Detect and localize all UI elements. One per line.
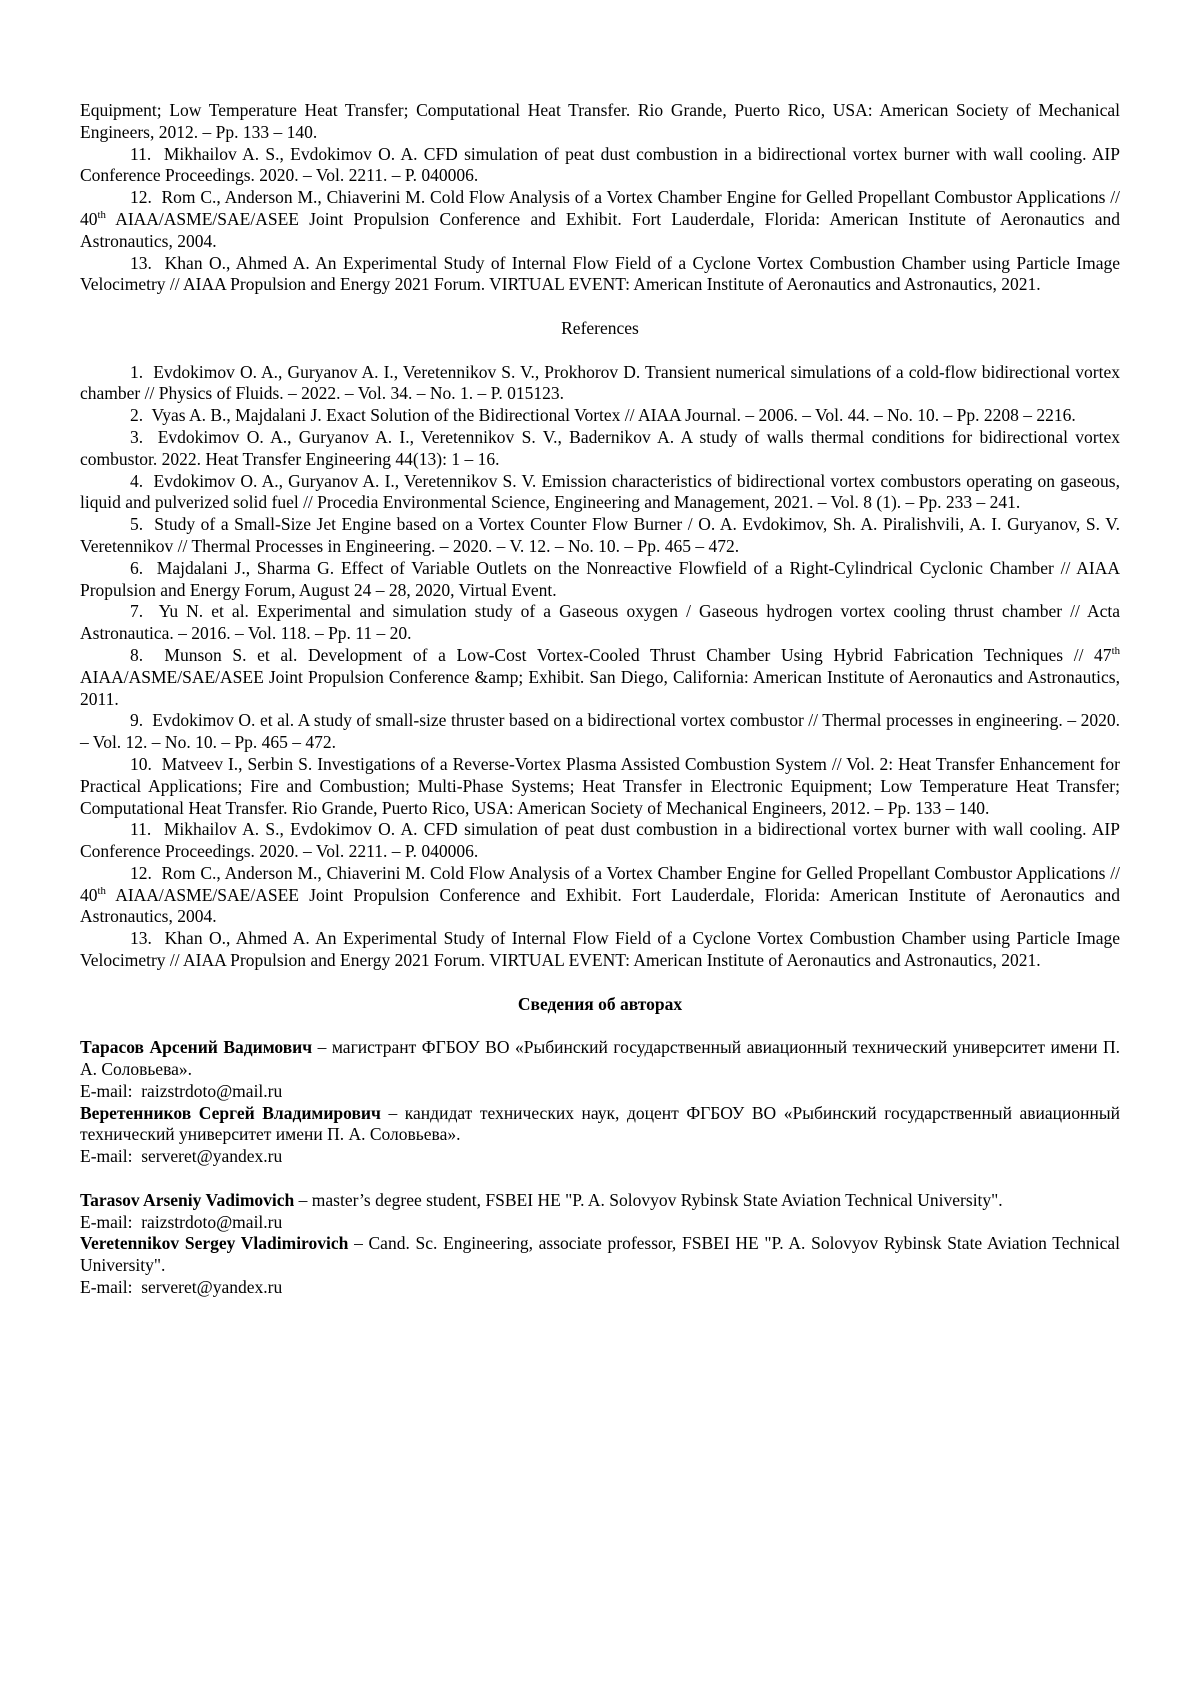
reference-item-12: 12. Rom C., Anderson M., Chiaverini M. Cold Flow Analysis of a Vortex Chamber Engine for Gelled Propellant Combustor Applications // 40th AIAA/ASME/SAE/ASEE Joint Propulsion Conference and Exhibit. Fort Lauderdale, Florida: American Institute of Aeronautics and Astronautics, 2004. bbox=[80, 862, 1120, 927]
author-info-en-tarasov: Tarasov Arseniy Vadimovich – master’s degree student, FSBEI HE "P. A. Solovyov Rybinsk State Aviation Technical University". bbox=[80, 1189, 1003, 1210]
author-email-en-tarasov: E-mail: raizstrdoto@mail.ru bbox=[80, 1211, 283, 1232]
reference-item-11-top: 11. Mikhailov A. S., Evdokimov O. A. CFD simulation of peat dust combustion in a bidirectional vortex burner with wall cooling. AIP Conference Proceedings. 2020. – Vol. 2211. – P. 040006. bbox=[80, 143, 1120, 186]
author-email-ru-veretennikov: E-mail: serveret@yandex.ru bbox=[80, 1146, 283, 1167]
author-info-ru-tarasov: Тарасов Арсений Вадимович – магистрант ФГБОУ ВО «Рыбинский государственный авиационный технический университет имени П. А. Соловьева». bbox=[80, 1037, 1120, 1080]
references-continuation-section bbox=[80, 100, 1120, 296]
authors-info-ru-section bbox=[80, 1037, 1120, 1168]
references-section bbox=[80, 362, 1120, 972]
ordinal-superscript: th bbox=[1111, 645, 1120, 658]
reference-item-13-top: 13. Khan O., Ahmed A. An Experimental Study of Internal Flow Field of a Cyclone Vortex Combustion Chamber using Particle Image Velocimetry // AIAA Propulsion and Energy 2021 Forum. VIRTUAL EVENT: American Institute of Aeronautics and Astronautics, 2021. bbox=[80, 252, 1120, 295]
reference-item-7: 7. Yu N. et al. Experimental and simulation study of a Gaseous oxygen / Gaseous hydrogen vortex cooling thrust chamber // Acta Astronautica. – 2016. – Vol. 118. – Pp. 11 – 20. bbox=[80, 601, 1120, 644]
author-name: Веретенников Сергей Владимирович bbox=[80, 1102, 381, 1123]
author-email-en-veretennikov: E-mail: serveret@yandex.ru bbox=[80, 1277, 283, 1298]
ordinal-superscript: th bbox=[97, 884, 106, 897]
reference-item-11: 11. Mikhailov A. S., Evdokimov O. A. CFD simulation of peat dust combustion in a bidirectional vortex burner with wall cooling. AIP Conference Proceedings. 2020. – Vol. 2211. – P. 040006. bbox=[80, 819, 1120, 862]
reference-item-5: 5. Study of a Small-Size Jet Engine based on a Vortex Counter Flow Burner / O. A. Evdokimov, Sh. A. Piralishvili, A. I. Guryanov, S. V. Veretennikov // Thermal Processes in Engineering. – 2020. – V. 12. – No. 10. – Pp. 465 – 472. bbox=[80, 514, 1120, 556]
ordinal-superscript: th bbox=[97, 209, 106, 222]
reference-item-8: 8. Munson S. et al. Development of a Low-Cost Vortex-Cooled Thrust Chamber Using Hybrid Fabrication Techniques // 47th AIAA/ASME/SAE/ASEE Joint Propulsion Conference &amp; Exhibit. San Diego, California: American Institute of Aeronautics and Astronautics, 2011. bbox=[80, 644, 1120, 709]
reference-item-2: 2. Vyas A. B., Majdalani J. Exact Solution of the Bidirectional Vortex // AIAA Journal. – 2006. – Vol. 44. – No. 10. – Pp. 2208 – 2216. bbox=[130, 405, 1076, 426]
reference-item-10: 10. Matveev I., Serbin S. Investigations of a Reverse-Vortex Plasma Assisted Combustion System // Vol. 2: Heat Transfer Enhancement for Practical Applications; Fire and Combustion; Multi-Phase Systems; Heat Transfer in Electronic Equipment; Low Temperature Heat Transfer; Computational Heat Transfer. Rio Grande, Puerto Rico, USA: American Society of Mechanical Engineers, 2012. – Pp. 133 – 140. bbox=[80, 753, 1120, 818]
author-email-ru-tarasov: E-mail: raizstrdoto@mail.ru bbox=[80, 1080, 283, 1101]
references-heading: References bbox=[561, 317, 639, 338]
reference-continuation-text: Equipment; Low Temperature Heat Transfer; Computational Heat Transfer. Rio Grande, Puerto Rico, USA: American Society of Mechanical Engineers, 2012. – Pp. 133 – 140. bbox=[80, 100, 1120, 142]
reference-item-1: 1. Evdokimov O. A., Guryanov A. I., Veretennikov S. V., Prokhorov D. Transient numerical simulations of a cold-flow bidirectional vortex chamber // Physics of Fluids. – 2022. – Vol. 34. – No. 1. – P. 015123. bbox=[80, 361, 1120, 404]
reference-item-9: 9. Evdokimov O. et al. A study of small-size thruster based on a bidirectional vortex combustor // Thermal processes in engineering. – 2020. – Vol. 12. – No. 10. – Pp. 465 – 472. bbox=[80, 710, 1120, 753]
author-name: Тарасов Арсений Вадимович bbox=[80, 1037, 313, 1058]
authors-info-en-section bbox=[80, 1190, 1120, 1299]
reference-item-13: 13. Khan O., Ahmed A. An Experimental Study of Internal Flow Field of a Cyclone Vortex Combustion Chamber using Particle Image Velocimetry // AIAA Propulsion and Energy 2021 Forum. VIRTUAL EVENT: American Institute of Aeronautics and Astronautics, 2021. bbox=[80, 928, 1120, 971]
reference-item-3: 3. Evdokimov O. A., Guryanov A. I., Veretennikov S. V., Badernikov A. A study of walls thermal conditions for bidirectional vortex combustor. 2022. Heat Transfer Engineering 44(13): 1 – 16. bbox=[80, 426, 1120, 469]
author-name: Veretennikov Sergey Vladimirovich bbox=[80, 1233, 349, 1254]
author-info-en-veretennikov: Veretennikov Sergey Vladimirovich – Cand. Sc. Engineering, associate professor, FSBEI HE "P. A. Solovyov Rybinsk State Aviation Technical University". bbox=[80, 1233, 1120, 1276]
section-gap bbox=[80, 1168, 1120, 1190]
author-info-ru-veretennikov: Веретенников Сергей Владимирович – кандидат технических наук, доцент ФГБОУ ВО «Рыбинский государственный авиационный технический университет имени П. А. Соловьева». bbox=[80, 1102, 1121, 1145]
reference-item-6: 6. Majdalani J., Sharma G. Effect of Variable Outlets on the Nonreactive Flowfield of a Right-Cylindrical Cyclonic Chamber // AIAA Propulsion and Energy Forum, August 24 – 28, 2020, Virtual Event. bbox=[80, 557, 1120, 600]
author-name: Tarasov Arseniy Vadimovich bbox=[80, 1189, 295, 1210]
reference-item-12-top: 12. Rom C., Anderson M., Chiaverini M. Cold Flow Analysis of a Vortex Chamber Engine for Gelled Propellant Combustor Applications // 40th AIAA/ASME/SAE/ASEE Joint Propulsion Conference and Exhibit. Fort Lauderdale, Florida: American Institute of Aeronautics and Astronautics, 2004. bbox=[80, 187, 1120, 251]
authors-heading: Сведения об авторах bbox=[517, 993, 683, 1014]
reference-item-4: 4. Evdokimov O. A., Guryanov A. I., Veretennikov S. V. Emission characteristics of bidirectional vortex combustors operating on gaseous, liquid and pulverized solid fuel // Procedia Environmental Science, Engineering and Management, 2021. – Vol. 8 (1). – Pp. 233 – 241. bbox=[80, 470, 1120, 513]
